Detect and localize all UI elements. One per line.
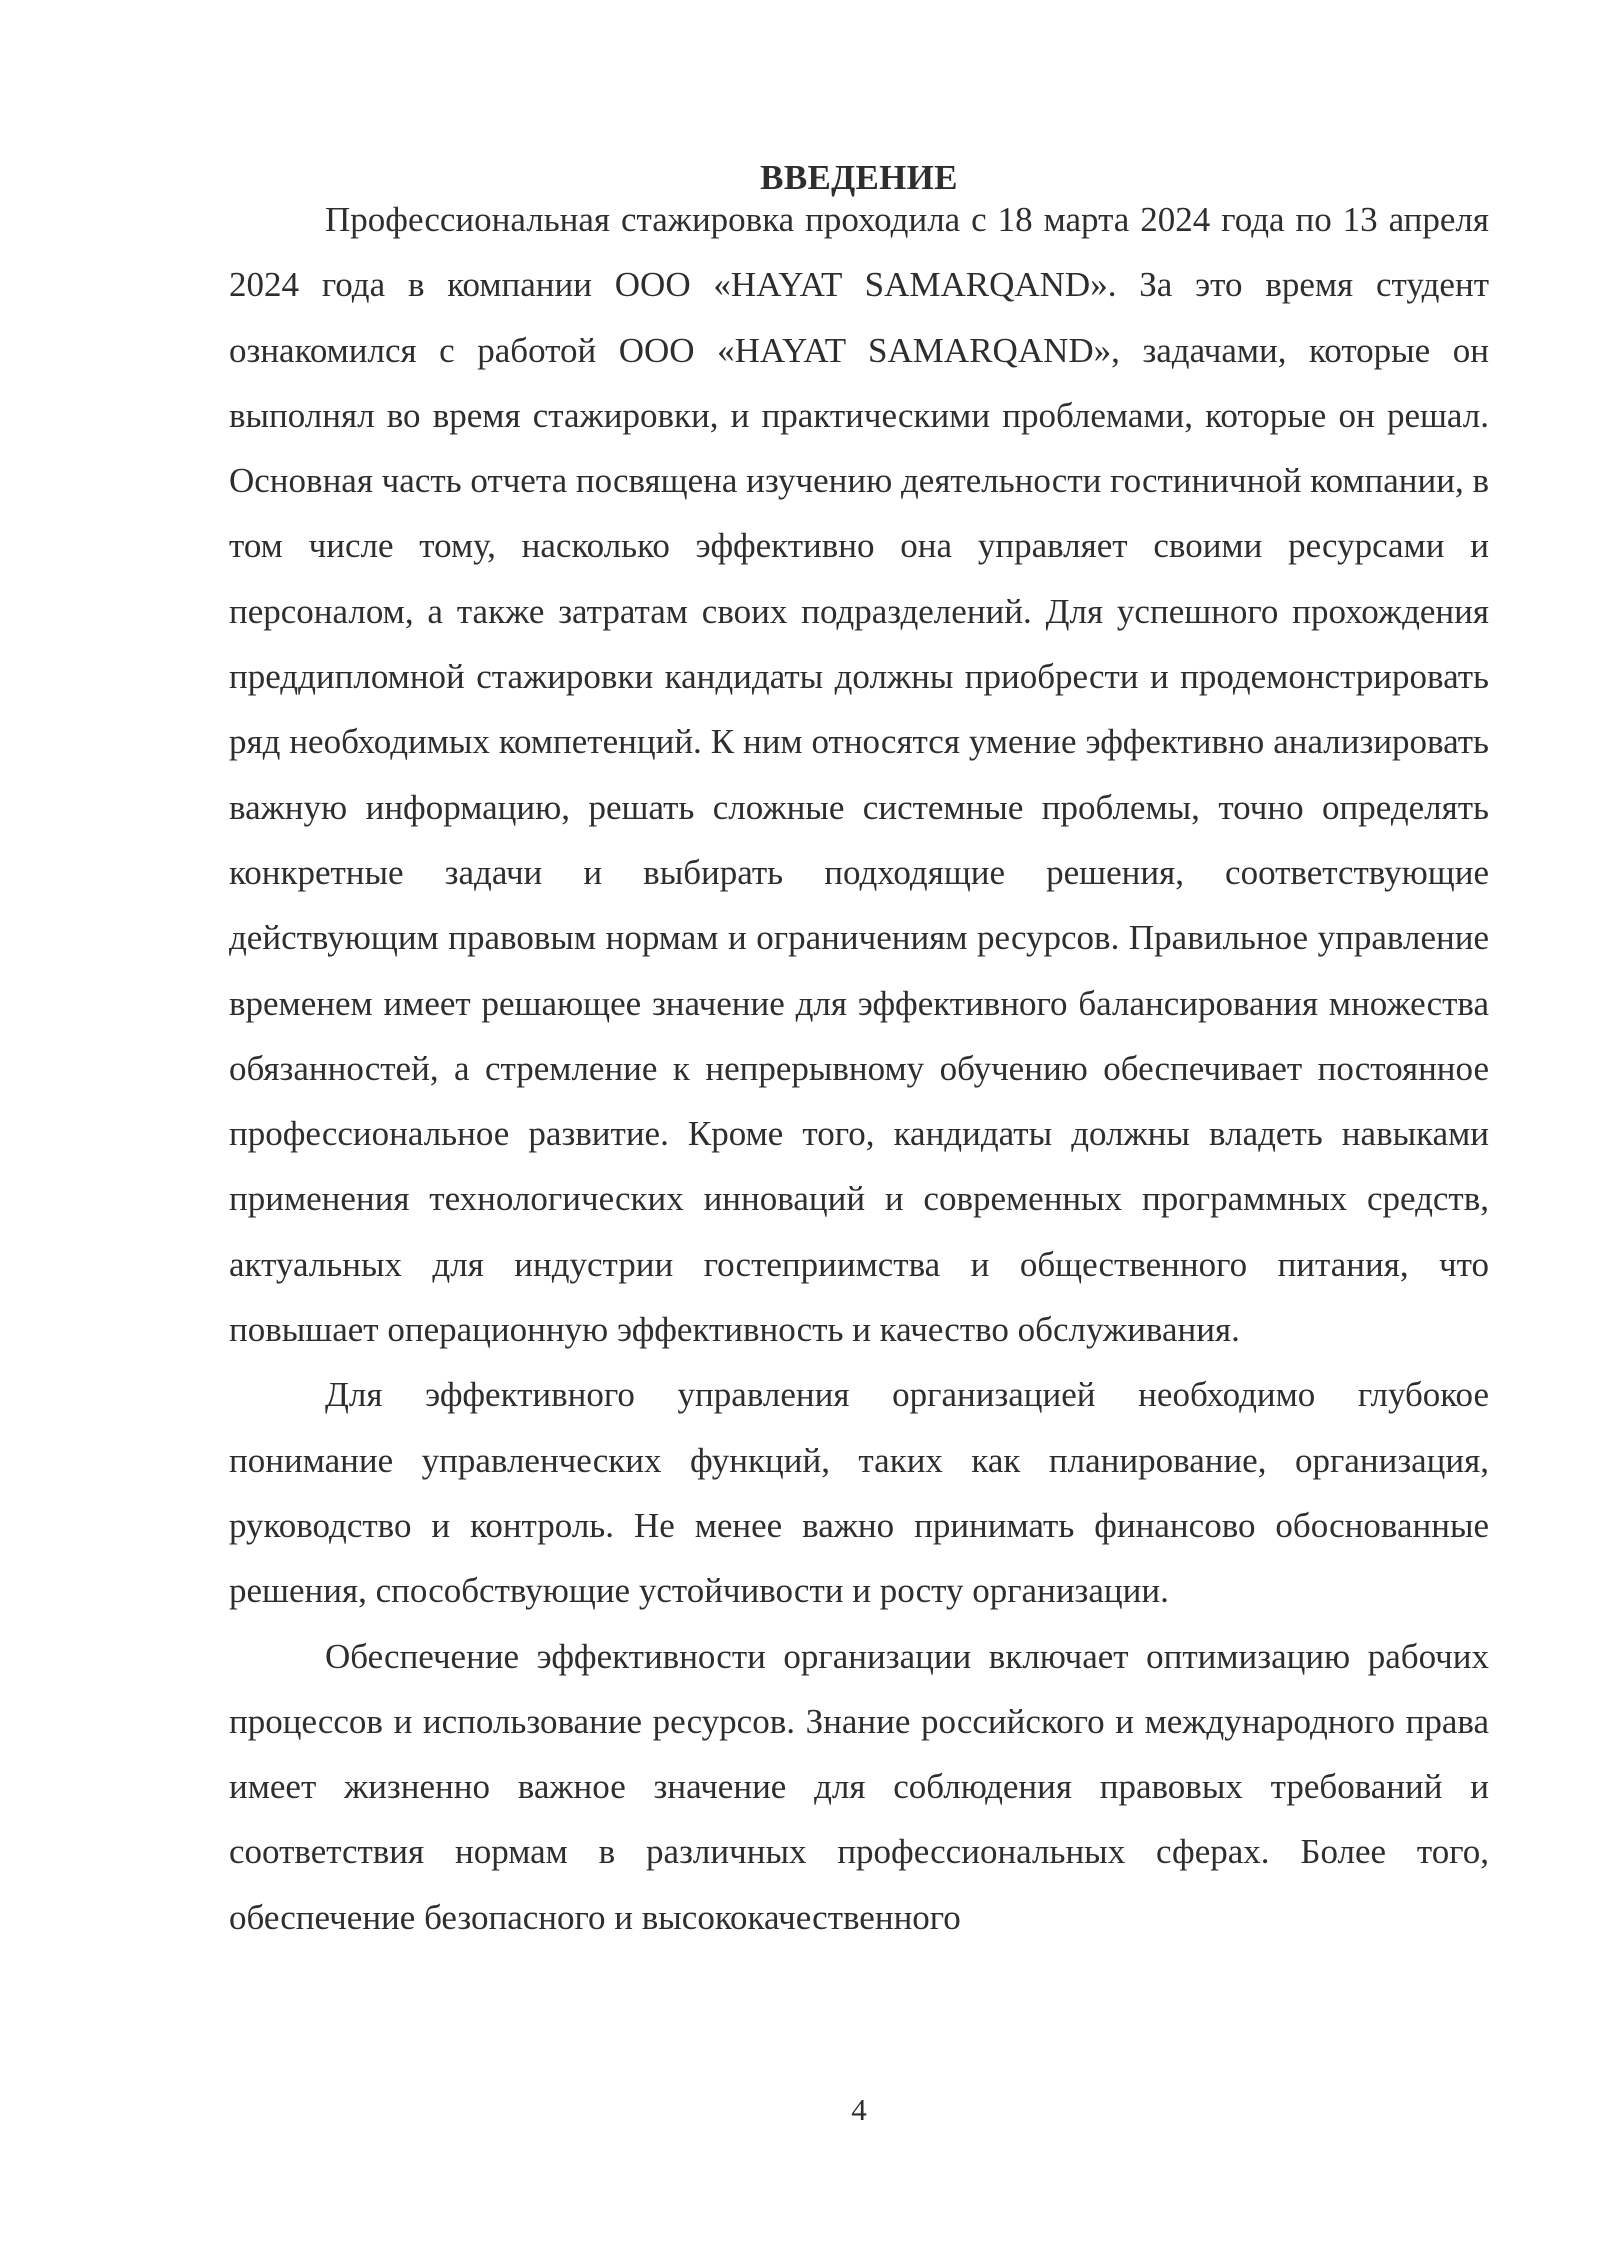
paragraph-3: Обеспечение эффективности организации включает оптимизацию рабочих процессов и использование ресурсов. Знание российского и международного права имеет жизненно важное значение для соблюдения правовых требований и соответствия нормам в различных профессиональных сферах. Более того, обеспечение безопасного и высококачественного	[229, 1636, 1489, 1937]
page-number: 4	[851, 2092, 867, 2127]
section-heading: ВВЕДЕНИЕ	[760, 158, 958, 197]
paragraph-2: Для эффективного управления организацией необходимо глубокое понимание управленческих функций, таких как планирование, организация, руководство и контроль. Не менее важно принимать финансово обоснованные решения, способствующие устойчивости и росту организации.	[229, 1375, 1489, 1611]
body-text	[229, 187, 1489, 1950]
paragraph-1: Профессиональная стажировка проходила с 18 марта 2024 года по 13 апреля 2024 года в компании ООО «HAYAT SAMARQAND». За это время студент ознакомился с работой ООО «HAYAT SAMARQAND», задачами, которые он выполнял во время стажировки, и практическими проблемами, которые он решал. Основная часть отчета посвящена изучению деятельности гостиничной компании, в том числе тому, насколько эффективно она управляет своими ресурсами и персоналом, а также затратам своих подразделений. Для успешного прохождения преддипломной стажировки кандидаты должны приобрести и продемонстрировать ряд необходимых компетенций. К ним относятся умение эффективно анализировать важную информацию, решать сложные системные проблемы, точно определять конкретные задачи и выбирать подходящие решения, соответствующие действующим правовым нормам и ограничениям ресурсов. Правильное управление временем имеет решающее значение для эффективного балансирования множества обязанностей, а стремление к непрерывному обучению обеспечивает постоянное профессиональное развитие. Кроме того, кандидаты должны владеть навыками применения технологических инноваций и современных программных средств, актуальных для индустрии гостеприимства и общественного питания, что повышает операционную эффективность и качество обслуживания.	[229, 200, 1489, 1350]
